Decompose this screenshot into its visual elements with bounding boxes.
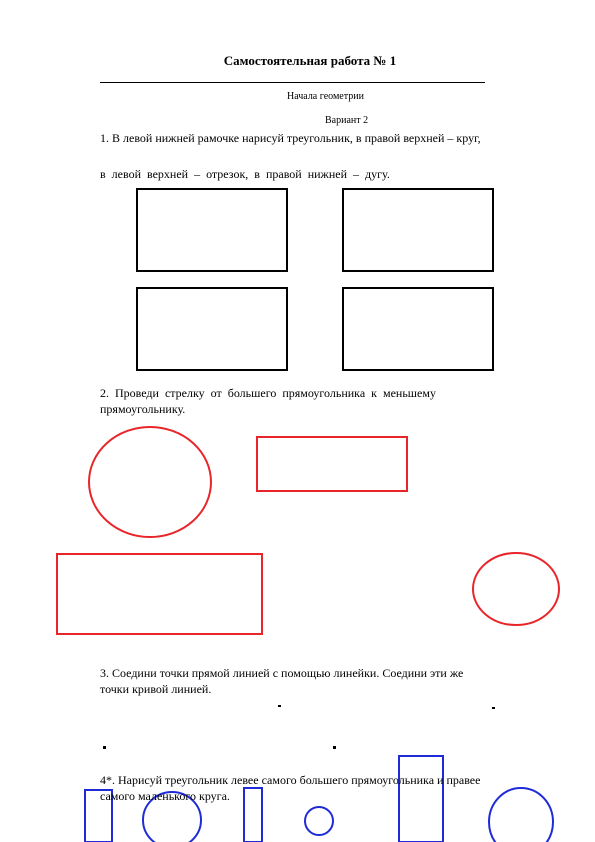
task3-text-line1: 3. Соедини точки прямой линией с помощью линейки. Соедини эти же [100, 666, 464, 680]
task4-circle-3 [489, 788, 553, 842]
task4-text-line2: самого маленького круга. [100, 789, 230, 803]
point-top-right [492, 707, 495, 709]
task4-rectangle-3 [399, 756, 443, 842]
task2-text-line1: 2. Проведи стрелку от большего прямоугольника к меньшему [100, 386, 436, 400]
worksheet-subtitle: Начала геометрии [287, 91, 364, 102]
worksheet-title: Самостоятельная работа № 1 [223, 53, 397, 68]
task1-text-line1: 1. В левой нижней рамочке нарисуй треугольник, в правой верхней – круг, [100, 131, 481, 145]
task2-text-line2: прямоугольнику. [100, 402, 186, 416]
task4-circle-2 [305, 807, 333, 835]
small-rectangle [257, 437, 407, 491]
task4-text-line1: 4*. Нарисуй треугольник левее самого большего прямоугольника и правее [100, 773, 481, 787]
task4-rectangle-2 [244, 788, 262, 842]
task3-text-line2: точки кривой линией. [100, 682, 212, 696]
large-rectangle [57, 554, 262, 634]
large-circle [89, 427, 211, 537]
point-bottom-right [333, 746, 336, 749]
variant-label: Вариант 2 [325, 115, 369, 126]
point-bottom-left [103, 746, 106, 749]
task1-text-line2: в левой верхней – отрезок, в правой нижней – дугу. [100, 167, 390, 181]
point-top-left [278, 705, 281, 707]
small-circle [473, 553, 559, 625]
